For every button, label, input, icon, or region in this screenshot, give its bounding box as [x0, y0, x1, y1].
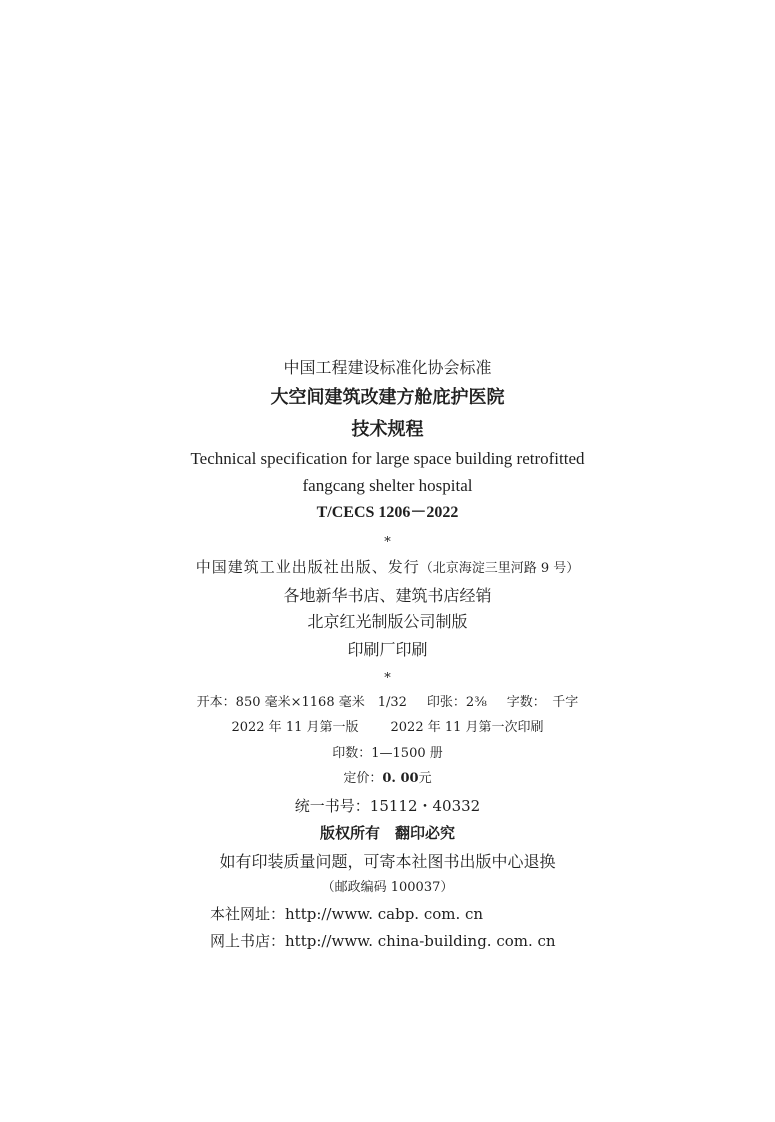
separator-star: *	[384, 671, 391, 686]
price-value: 0. 00	[382, 771, 419, 786]
spec-sheets: 印张：2⅜	[426, 695, 487, 710]
quality-notice: 如有印装质量问题，可寄本社图书出版中心退换	[219, 852, 556, 871]
price-unit: 元	[418, 771, 432, 786]
publisher-address: （北京海淀三里河路 9 号）	[419, 561, 580, 576]
publisher-main: 中国建筑工业出版社出版、发行	[195, 558, 420, 576]
format-spec-line	[0, 696, 775, 709]
distribution-line: 各地新华书店、建筑书店经销	[283, 586, 492, 605]
plate-making-line: 北京红光制版公司制版	[307, 612, 468, 631]
isbn-line: 统一书号：15112・40332	[294, 797, 481, 815]
spec-format: 开本：850 毫米×1168 毫米 1/32	[196, 695, 407, 710]
price-line	[0, 772, 775, 785]
website-line: 本社网址：http://www. cabp. com. cn	[210, 905, 484, 923]
bookstore-line: 网上书店：http://www. china-building. com. cn	[210, 932, 556, 950]
title-cn-line1: 大空间建筑改建方舱庇护医院	[270, 387, 505, 408]
printing-line: 印刷厂印刷	[347, 640, 428, 659]
standard-code: T/CECS 1206－2022	[316, 504, 459, 521]
print-run-line: 印数：1—1500 册	[332, 746, 443, 761]
edition-line	[0, 721, 775, 734]
postcode-line: （邮政编码 100037）	[321, 880, 454, 895]
title-en-line1: Technical specification for large space building retrofitted	[190, 449, 585, 468]
price-label: 定价：	[343, 771, 383, 786]
spec-words: 字数： 千字	[506, 695, 579, 710]
title-cn-line2: 技术规程	[351, 419, 424, 440]
separator-star: *	[384, 535, 391, 550]
edition: 2022 年 11 月第一版	[231, 720, 359, 735]
publisher-line	[0, 560, 775, 575]
impression: 2022 年 11 月第一次印刷	[390, 720, 544, 735]
title-en-line2: fangcang shelter hospital	[302, 476, 473, 495]
rights-line: 版权所有 翻印必究	[319, 824, 455, 842]
organization-line: 中国工程建设标准化协会标准	[283, 358, 492, 377]
